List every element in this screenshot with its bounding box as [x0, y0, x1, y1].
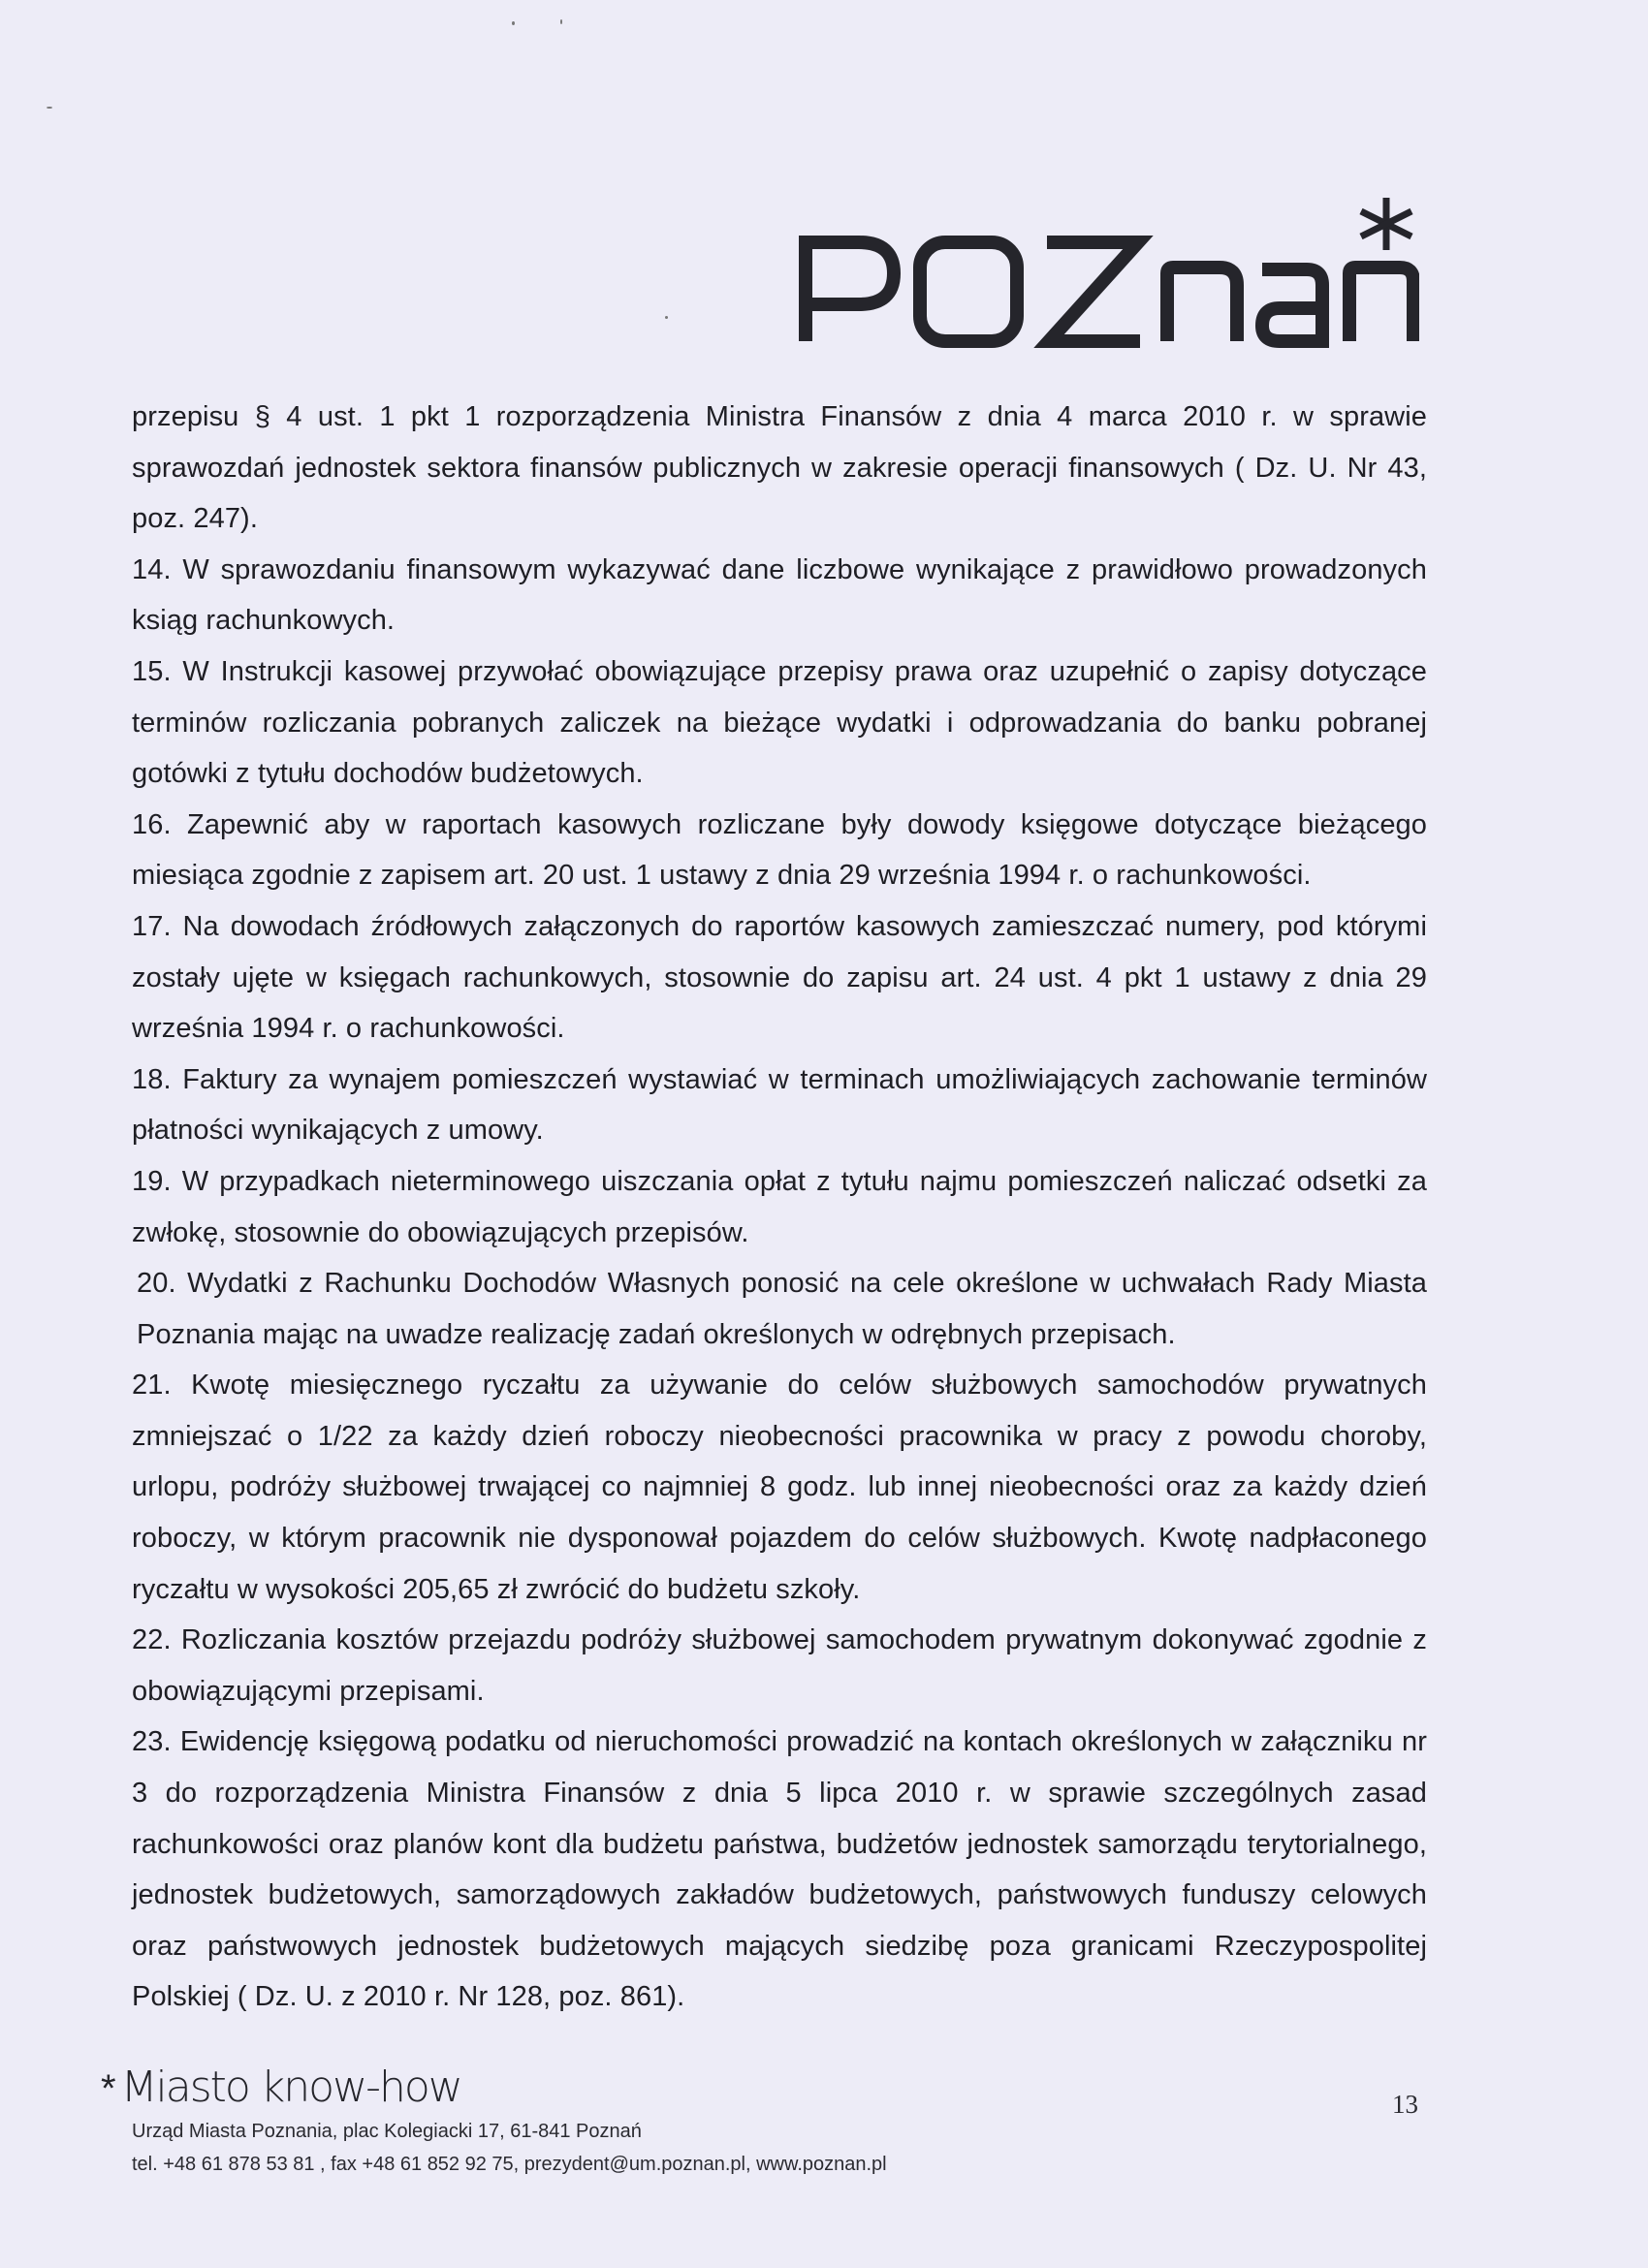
- scan-speck: [512, 21, 515, 25]
- paragraph-item-21: 21. Kwotę miesięcznego ryczałtu za używanie do celów służbowych samochodów prywatnych zmniejszać o 1/22 za każdy dzień roboczy nieobecności pracownika w pracy z powodu choroby, urlopu, podróży służbowej trwającej co najmniej 8 godz. lub innej nieobecności oraz za każdy dzień roboczy, w którym pracownik nie dysponował pojazdem do celów służbowych. Kwotę nadpłaconego ryczałtu w wysokości 205,65 zł zwrócić do budżetu szkoły.: [132, 1370, 1427, 1605]
- scan-speck: [47, 107, 52, 109]
- star-icon: *: [101, 2067, 115, 2110]
- paragraph-intro-continuation: przepisu § 4 ust. 1 pkt 1 rozporządzenia Ministra Finansów z dnia 4 marca 2010 r. w sprawie sprawozdań jednostek sektora finansów publicznych w zakresie operacji finansowych ( Dz. U. Nr 43, poz. 247).: [132, 401, 1427, 535]
- document-body: [132, 392, 1427, 2023]
- paragraph-item-18: 18. Faktury za wynajem pomieszczeń wystawiać w terminach umożliwiających zachowanie terminów płatności wynikających z umowy.: [132, 1063, 1427, 1147]
- page-number: 13: [1392, 2090, 1418, 2119]
- scan-speck: [560, 19, 562, 24]
- paragraph-item-17: 17. Na dowodach źródłowych załączonych do raportów kasowych zamieszczać numery, pod którymi zostały ujęte w księgach rachunkowych, stosownie do zapisu art. 24 ust. 4 pkt 1 ustawy z dnia 29 września 1994 r. o rachunkowości.: [132, 910, 1427, 1045]
- paragraph-item-20: 20. Wydatki z Rachunku Dochodów Własnych ponosić na cele określone w uchwałach Rady Miasta Poznania mając na uwadze realizację zadań określonych w odrębnych przepisach.: [137, 1268, 1427, 1350]
- paragraph-item-16: 16. Zapewnić aby w raportach kasowych rozliczane były dowody księgowe dotyczące bieżącego miesiąca zgodnie z zapisem art. 20 ust. 1 ustawy z dnia 29 września 1994 r. o rachunkowości.: [132, 808, 1427, 892]
- footer-contact: tel. +48 61 878 53 81 , fax +48 61 852 92 75, prezydent@um.poznan.pl, www.poznan.pl: [132, 2154, 887, 2175]
- paragraph-item-23: 23. Ewidencję księgową podatku od nieruchomości prowadzić na kontach określonych w załączniku nr 3 do rozporządzenia Ministra Finansów z dnia 5 lipca 2010 r. w sprawie szczególnych zasad rachunkowości oraz planów kont dla budżetu państwa, budżetów jednostek samorządu terytorialnego, jednostek budżetowych, samorządowych zakładów budżetowych, państwowych funduszy celowych oraz państwowych jednostek budżetowych mających siedzibę poza granicami Rzeczypospolitej Polskiej ( Dz. U. z 2010 r. Nr 128, poz. 861).: [132, 1726, 1427, 2013]
- paragraph-item-22: 22. Rozliczania kosztów przejazdu podróży służbowej samochodem prywatnym dokonywać zgodnie z obowiązującymi przepisami.: [132, 1624, 1427, 1707]
- footer-tagline: [101, 2063, 461, 2112]
- paragraph-item-15: 15. W Instrukcji kasowej przywołać obowiązujące przepisy prawa oraz uzupełnić o zapisy dotyczące terminów rozliczania pobranych zaliczek na bieżące wydatki i odprowadzania do banku pobranej gotówki z tytułu dochodów budżetowych.: [132, 655, 1427, 790]
- scan-speck: [665, 316, 668, 319]
- footer-address: Urząd Miasta Poznania, plac Kolegiacki 17, 61-841 Poznań: [132, 2121, 642, 2142]
- paragraph-item-14: 14. W sprawozdaniu finansowym wykazywać dane liczbowe wynikające z prawidłowo prowadzonych ksiąg rachunkowych.: [132, 553, 1427, 637]
- paragraph-item-19: 19. W przypadkach nieterminowego uiszczania opłat z tytułu najmu pomieszczeń naliczać odsetki za zwłokę, stosownie do obowiązujących przepisów.: [132, 1165, 1427, 1248]
- poznan-logo-mark: [799, 194, 1419, 349]
- footer-tagline-text: Miasto know-how: [120, 2063, 461, 2112]
- poznan-logo: [799, 194, 1419, 349]
